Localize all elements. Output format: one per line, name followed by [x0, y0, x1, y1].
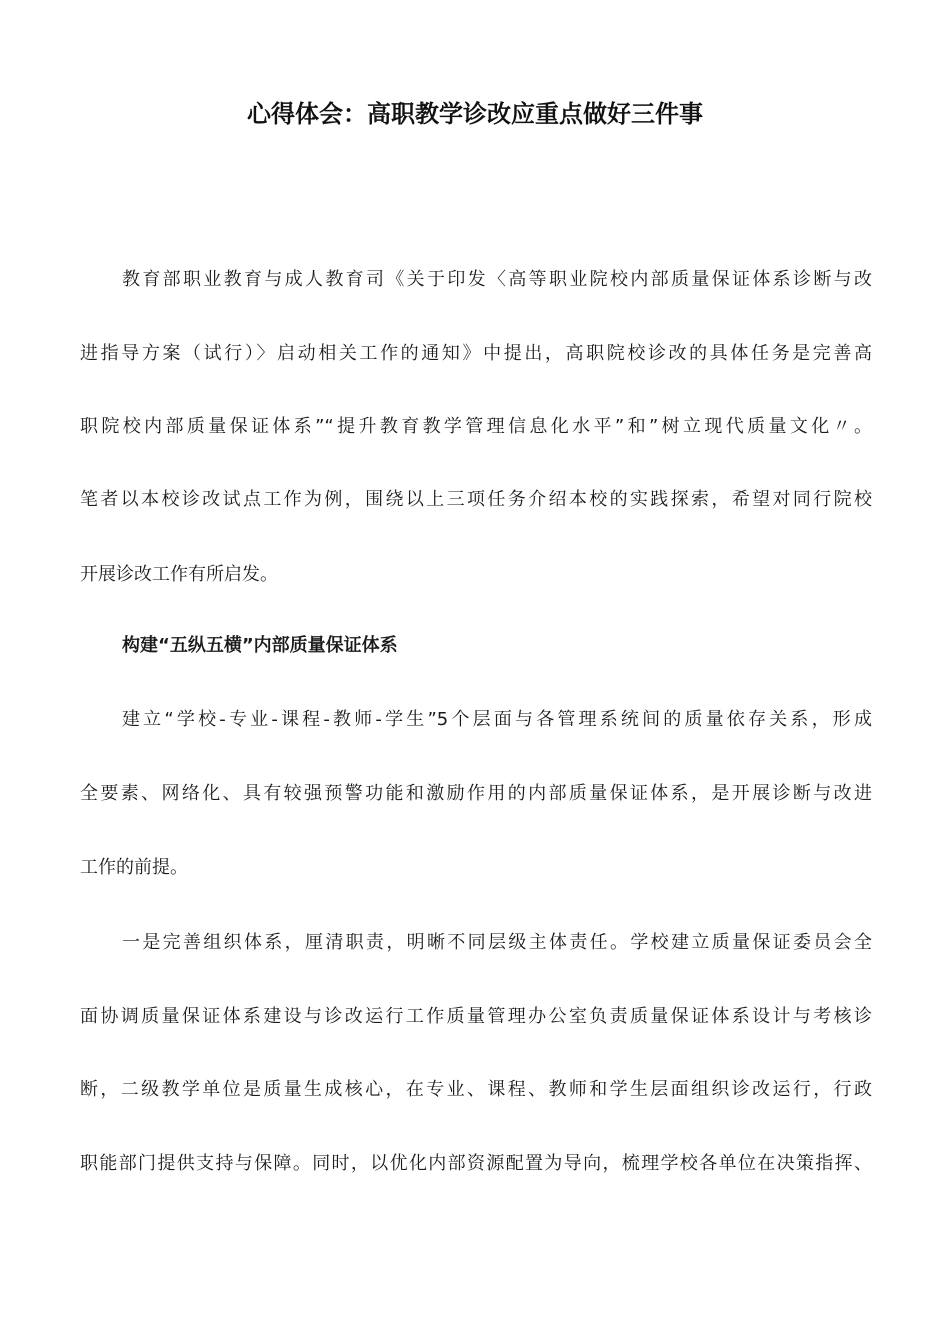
paragraph-3-line-4: 职能部门提供支持与保障。同时，以优化内部资源配置为导向，梳理学校各单位在决策指挥、	[80, 1153, 872, 1174]
paragraph-1-line-5: 开展诊改工作有所启发。	[80, 564, 278, 585]
paragraph-2-line-2: 全要素、网络化、具有较强预警功能和激励作用的内部质量保证体系，是开展诊断与改进	[80, 783, 872, 804]
paragraph-1-line-3: 职院校内部质量保证体系”“提升教育教学管理信息化水平”和”树立现代质量文化〃。	[80, 416, 872, 437]
paragraph-1-line-4: 笔者以本校诊改试点工作为例，围绕以上三项任务介绍本校的实践探索，希望对同行院校	[80, 489, 872, 510]
section-heading: 构建“五纵五横”内部质量保证体系	[122, 635, 398, 656]
paragraph-3-line-3: 断，二级教学单位是质量生成核心，在专业、课程、教师和学生层面组织诊改运行，行政	[80, 1079, 872, 1100]
paragraph-2-line-1: 建立“学校-专业-课程-教师-学生”5个层面与各管理系统间的质量依存关系，形成	[122, 709, 872, 730]
paragraph-3-line-2: 面协调质量保证体系建设与诊改运行工作质量管理办公室负责质量保证体系设计与考核诊	[80, 1006, 872, 1027]
paragraph-1-line-1: 教育部职业教育与成人教育司《关于印发〈高等职业院校内部质量保证体系诊断与改	[122, 269, 872, 290]
paragraph-2-line-3: 工作的前提。	[80, 857, 188, 878]
document-title: 心得体会：高职教学诊改应重点做好三件事	[247, 100, 703, 128]
paragraph-3-line-1: 一是完善组织体系，厘清职责，明晰不同层级主体责任。学校建立质量保证委员会全	[122, 932, 872, 953]
paragraph-1-line-2: 进指导方案（试行）〉启动相关工作的通知》中提出，高职院校诊改的具体任务是完善高	[80, 343, 872, 364]
